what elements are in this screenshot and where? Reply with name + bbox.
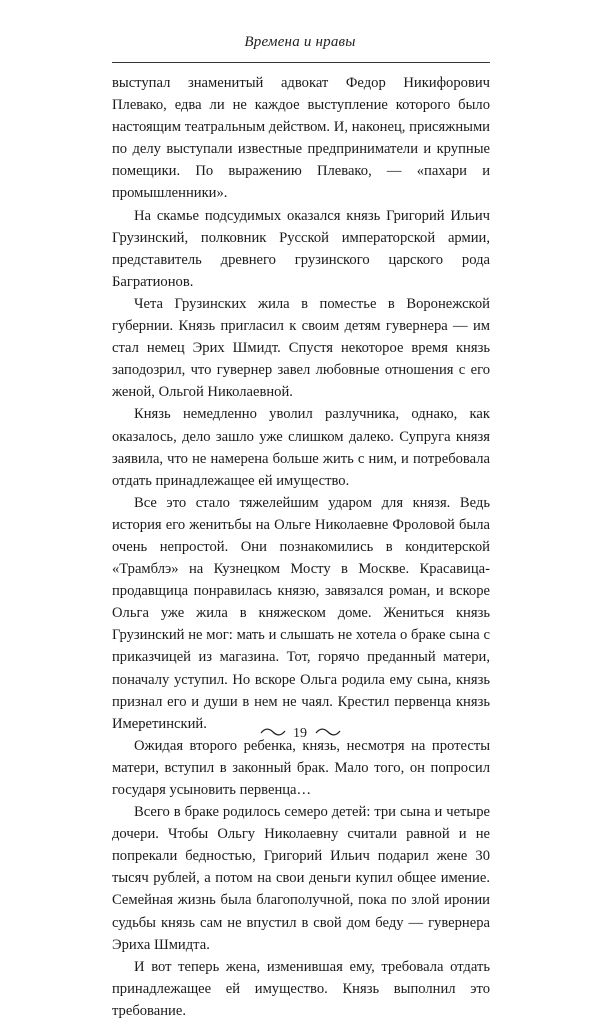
running-header-title: Времена и нравы bbox=[244, 34, 356, 50]
body-text bbox=[112, 72, 490, 1022]
tilde-flourish-icon bbox=[315, 726, 341, 742]
header-divider bbox=[112, 62, 490, 63]
paragraph-3: Чета Грузинских жила в поместье в Воронежской губернии. Князь пригласил к своим детям гувернера — им стал немец Эрих Шмидт. Спустя некоторое время князь заподозрил, что гувернер завел любовные отношения с его женой, Ольгой Николаевной. bbox=[112, 295, 490, 401]
paragraph-7: Всего в браке родилось семеро детей: три сына и четыре дочери. Чтобы Ольгу Николаевну считали равной и не попрекали бедностью, Григорий Ильич подарил жене 30 тысяч рублей, а потом на свои деньги купил общее имение. Семейная жизнь была благополучной, пока по злой иронии судьбы князь сам не впустил в свой дом беду — гувернера Эриха Шмидта. bbox=[112, 804, 490, 953]
paragraph-1: выступал знаменитый адвокат Федор Никифорович Плевако, едва ли не каждое выступление которого было настоящим театральным действом. И, наконец, присяжными по делу выступали известные предприниматели и крупные помещики. По выражению Плевако, — «пахари и промышленники». bbox=[112, 75, 490, 202]
page-folio bbox=[0, 726, 600, 742]
paragraph-5: Все это стало тяжелейшим ударом для князя. Ведь история его женитьбы на Ольге Николаевне Фроловой была очень непростой. Они познакомились в кондитерской «Трамблэ» на Кузнецком Мосту в Москве. Красавица-продавщица понравилась князю, завязался роман, и вскоре Ольга уже жила в княжеском доме. Жениться князь Грузинский не мог: мать и слышать не хотела о браке сына с приказчицей из магазина. Тот, горячо преданный матери, поначалу уступил. Но вскоре Ольга родила ему сына, князь признал его и души в нем не чаял. Крестил первенца князь Имеретинский. bbox=[112, 494, 490, 732]
paragraph-8: И вот теперь жена, изменившая ему, требовала отдать принадлежащее ей имущество. Князь выполнил это требование. bbox=[112, 958, 490, 1019]
paragraph-2: На скамье подсудимых оказался князь Григорий Ильич Грузинский, полковник Русской императорской армии, представитель древнего грузинского царского рода Багратионов. bbox=[112, 207, 490, 290]
tilde-flourish-icon bbox=[260, 726, 286, 742]
page-number: 19 bbox=[293, 726, 307, 741]
paragraph-4: Князь немедленно уволил разлучника, однако, как оказалось, дело зашло уже слишком далеко. Супруга князя заявила, что не намерена больше жить с ним, и потребовала отдать принадлежащее ей имущество. bbox=[112, 406, 490, 489]
paragraph-6: Ожидая второго ребенка, князь, несмотря на протесты матери, вступил в законный брак. Мало того, он попросил государя усыновить первенца… bbox=[112, 737, 490, 798]
